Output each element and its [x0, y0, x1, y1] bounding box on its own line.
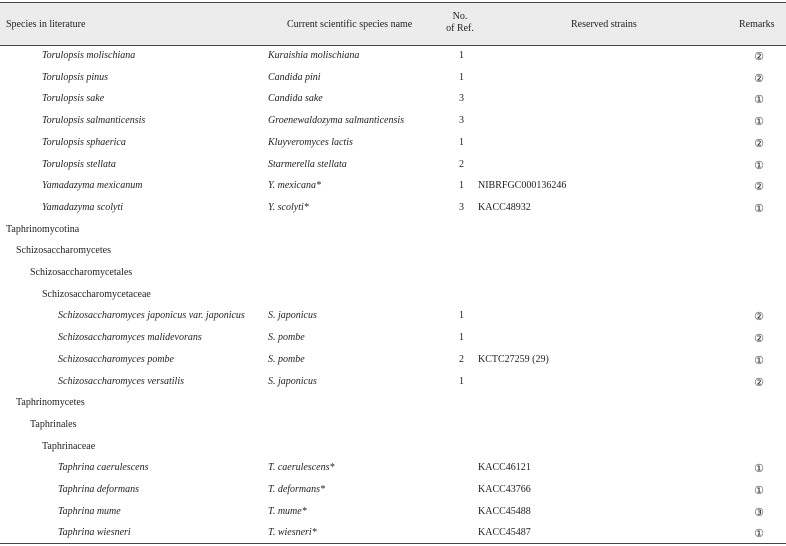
header-remarks: Remarks [739, 19, 775, 30]
reference-count: 3 [459, 93, 464, 105]
header-reserved-strains: Reserved strains [571, 19, 637, 30]
taxon-group-name: Schizosaccharomycetaceae [42, 288, 151, 300]
remark-mark: ③ [754, 506, 764, 519]
current-species-name: Candida sake [268, 93, 323, 105]
current-species-name: T. wiesneri* [268, 527, 317, 539]
group-row [0, 415, 786, 436]
reserved-strain: KACC48932 [478, 201, 531, 213]
current-species-name: S. pombe [268, 353, 305, 365]
table-row [0, 68, 786, 89]
table-bottom-rule [0, 543, 786, 544]
current-species-name: Starmerella stellata [268, 158, 347, 170]
species-in-literature: Torulopsis sake [42, 93, 105, 105]
current-species-name: Y. scolyti* [268, 201, 309, 213]
taxon-group-name: Schizosaccharomycetales [30, 267, 133, 278]
species-in-literature: Schizosaccharomyces pombe [58, 353, 174, 365]
species-in-literature: Taphrina wiesneri [58, 527, 131, 539]
current-species-name: Kuraishia molischiana [268, 50, 360, 61]
group-row [0, 285, 786, 306]
group-row [0, 220, 786, 241]
reserved-strain: KACC45487 [478, 527, 531, 539]
species-in-literature: Schizosaccharomyces malidevorans [58, 332, 202, 344]
taxon-group-name: Taphrinaceae [42, 440, 96, 452]
species-in-literature: Taphrina mume [58, 505, 121, 517]
reference-count: 1 [459, 375, 464, 387]
taxon-group-name: Schizosaccharomycetes [16, 245, 111, 257]
header-species-in-literature: Species in literature [6, 19, 86, 30]
table-row [0, 502, 786, 523]
reference-count: 3 [459, 115, 464, 127]
table-row [0, 89, 786, 110]
remark-mark: ② [754, 311, 764, 324]
remark-mark: ① [754, 485, 764, 497]
remark-mark: ② [754, 333, 764, 346]
header-refs-line1: No. [452, 11, 468, 22]
remark-mark: ① [754, 116, 764, 129]
current-species-name: T. mume* [268, 505, 307, 517]
remark-mark: ① [754, 528, 764, 541]
table-row [0, 328, 786, 349]
species-in-literature: Yamadazyma scolyti [42, 201, 124, 213]
reserved-strain: KACC43766 [478, 484, 531, 495]
table-row [0, 133, 786, 154]
remark-mark: ① [754, 94, 764, 107]
remark-mark: ② [754, 72, 764, 85]
reference-count: 1 [459, 180, 464, 192]
species-in-literature: Taphrina deformans [58, 484, 140, 495]
group-row [0, 393, 786, 414]
table-row [0, 480, 786, 501]
remark-mark: ② [754, 51, 764, 63]
current-species-name: T. deformans* [268, 484, 326, 495]
species-in-literature: Torulopsis sphaerica [42, 136, 126, 148]
reference-count: 1 [459, 332, 464, 344]
reserved-strain: KACC46121 [478, 462, 531, 474]
current-species-name: S. japonicus [268, 375, 317, 387]
reference-count: 2 [459, 158, 464, 170]
table-row [0, 176, 786, 197]
table-row [0, 372, 786, 393]
remark-mark: ① [754, 463, 764, 476]
remark-mark: ② [754, 137, 764, 150]
current-species-name: Y. mexicana* [268, 180, 321, 192]
species-in-literature: Torulopsis molischiana [42, 50, 136, 61]
current-species-name: Kluyveromyces lactis [268, 136, 353, 148]
remark-mark: ② [754, 376, 764, 389]
taxon-group-name: Taphrinomycotina [6, 223, 80, 235]
current-species-name: S. japonicus [268, 310, 317, 322]
group-row [0, 437, 786, 458]
remark-mark: ① [754, 354, 764, 367]
reserved-strain: KACC45488 [478, 505, 531, 517]
group-row [0, 263, 786, 284]
taxon-group-name: Taphrinomycetes [16, 397, 85, 409]
reserved-strain: NIBRFGC000136246 [478, 180, 567, 192]
species-in-literature: Torulopsis pinus [42, 71, 109, 83]
species-in-literature: Torulopsis stellata [42, 158, 116, 170]
current-species-name: Candida pini [268, 71, 321, 83]
remark-mark: ② [754, 181, 764, 194]
species-in-literature: Taphrina caerulescens [58, 462, 149, 474]
table-row [0, 198, 786, 219]
current-species-name: Groenewaldozyma salmanticensis [268, 115, 405, 127]
reference-count: 3 [459, 201, 464, 213]
table-row [0, 46, 786, 67]
remark-mark: ① [754, 202, 764, 215]
table-row [0, 111, 786, 132]
table-row [0, 155, 786, 176]
table-row [0, 350, 786, 371]
remark-mark: ① [754, 159, 764, 172]
table-row [0, 306, 786, 327]
species-in-literature: Schizosaccharomyces versatilis [58, 375, 184, 387]
header-refs-line2: of Ref. [446, 23, 474, 34]
reference-count: 1 [459, 50, 464, 61]
current-species-name: S. pombe [268, 332, 305, 344]
taxon-group-name: Taphrinales [30, 418, 77, 430]
table-row [0, 458, 786, 479]
group-row [0, 241, 786, 262]
reference-count: 1 [459, 136, 464, 148]
table-row [0, 523, 786, 544]
table-header [0, 2, 786, 46]
header-current-name: Current scientific species name [287, 19, 413, 30]
current-species-name: T. caerulescens* [268, 462, 335, 474]
reserved-strain: KCTC27259 (29) [478, 353, 549, 365]
species-in-literature: Torulopsis salmanticensis [42, 115, 146, 127]
species-in-literature: Schizosaccharomyces japonicus var. japonicus [58, 310, 245, 322]
species-in-literature: Yamadazyma mexicanum [42, 180, 143, 192]
reference-count: 2 [459, 353, 464, 365]
reference-count: 1 [459, 71, 464, 83]
reference-count: 1 [459, 310, 464, 322]
